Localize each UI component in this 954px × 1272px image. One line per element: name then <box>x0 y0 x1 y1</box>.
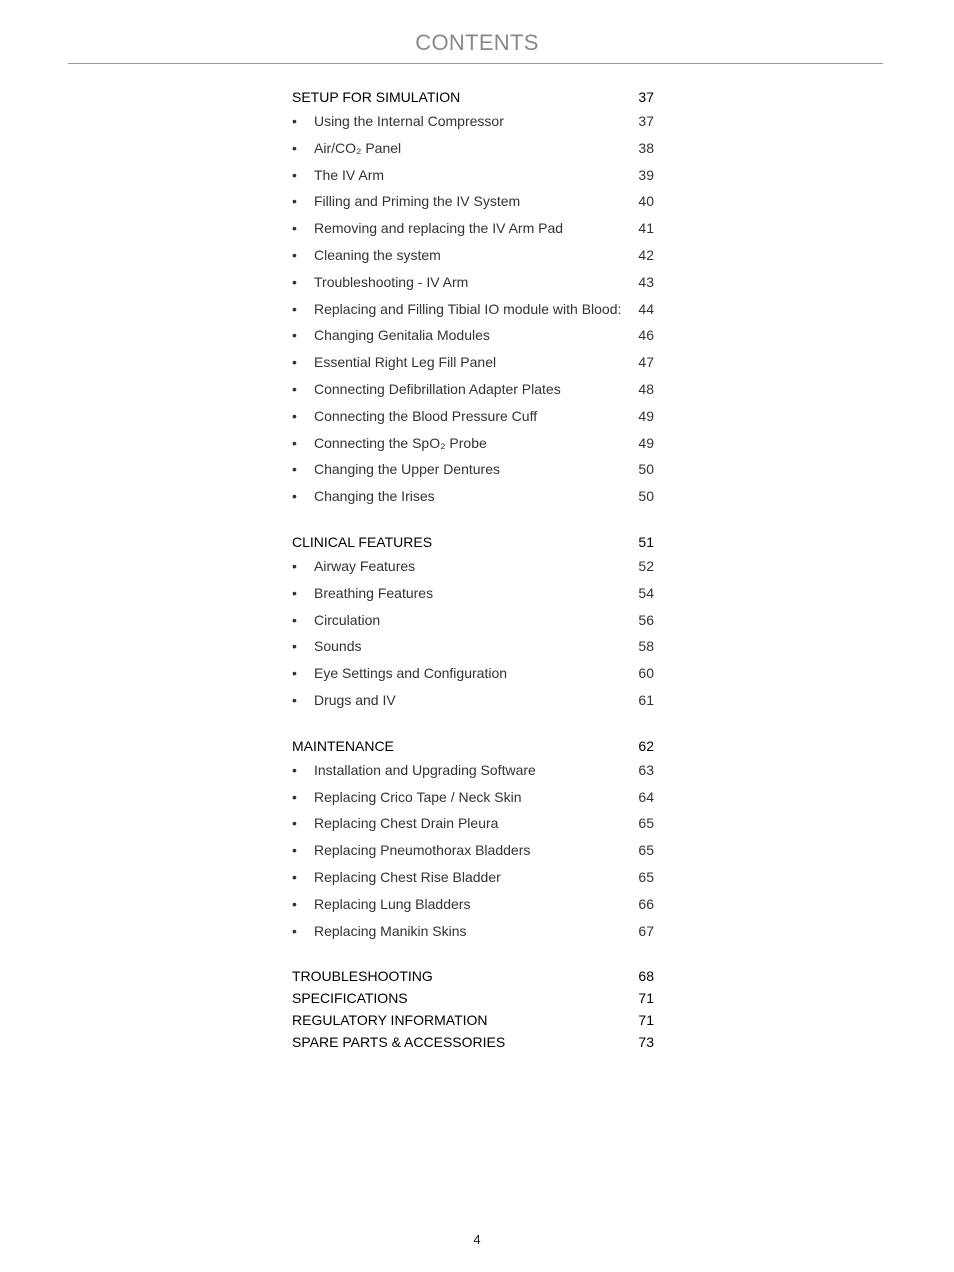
toc-item[interactable] <box>292 864 654 891</box>
toc-item-page: 50 <box>638 461 654 478</box>
bullet-icon: • <box>292 557 297 574</box>
toc-item[interactable] <box>292 269 654 296</box>
toc-item-title: Changing the Upper Dentures <box>314 461 501 478</box>
toc-item-left <box>292 633 361 660</box>
toc-item-page: 52 <box>638 557 654 574</box>
toc-item-left <box>292 242 441 269</box>
toc-heading[interactable] <box>292 1031 654 1053</box>
toc-heading-title: MAINTENANCE <box>292 737 394 754</box>
toc-item[interactable] <box>292 837 654 864</box>
toc-item-left <box>292 349 496 376</box>
toc-item[interactable] <box>292 891 654 918</box>
toc-item[interactable] <box>292 687 654 714</box>
toc-item[interactable] <box>292 757 654 784</box>
toc-heading-title: REGULATORY INFORMATION <box>292 1012 488 1029</box>
toc-heading-title: CLINICAL FEATURES <box>292 533 433 550</box>
page-number: 4 <box>473 1232 481 1247</box>
bullet-icon: • <box>292 868 297 885</box>
bullet-icon: • <box>292 139 297 156</box>
toc-item-title: Drugs and IV <box>314 691 396 708</box>
toc-item-page: 58 <box>638 638 654 655</box>
toc-item-page: 39 <box>638 166 654 183</box>
toc-item-page: 65 <box>638 842 654 859</box>
toc-heading[interactable] <box>292 1009 654 1031</box>
toc-section <box>292 531 654 714</box>
toc-item-title: Connecting Defibrillation Adapter Plates <box>314 380 561 397</box>
toc-item-left <box>292 607 380 634</box>
toc-item-title: Sounds <box>314 638 362 655</box>
toc-item-left <box>292 837 530 864</box>
toc-heading-page: 37 <box>638 89 654 105</box>
toc-item[interactable] <box>292 403 654 430</box>
toc-heading[interactable] <box>292 531 654 553</box>
bullet-icon: • <box>292 788 297 805</box>
bullet-icon: • <box>292 461 297 478</box>
toc-item-title: Troubleshooting - IV Arm <box>314 273 469 290</box>
page-title: CONTENTS <box>415 30 539 55</box>
toc-item[interactable] <box>292 810 654 837</box>
toc-item-page: 42 <box>638 246 654 263</box>
toc-item-left <box>292 322 490 349</box>
toc-item[interactable] <box>292 918 654 945</box>
toc-item[interactable] <box>292 376 654 403</box>
toc-item-page: 63 <box>638 761 654 778</box>
toc-item-page: 56 <box>638 611 654 628</box>
toc-item-title: The IV Arm <box>314 166 385 183</box>
bullet-icon: • <box>292 895 297 912</box>
toc-item[interactable] <box>292 162 654 189</box>
bullet-icon: • <box>292 488 297 505</box>
toc-item[interactable] <box>292 215 654 242</box>
toc-item-title: Airway Features <box>314 557 416 574</box>
toc-item-page: 65 <box>638 815 654 832</box>
toc-item-left <box>292 660 507 687</box>
title-divider <box>68 63 883 64</box>
toc-item-page: 49 <box>638 407 654 424</box>
toc-item-page: 67 <box>638 922 654 939</box>
toc-item-title: Changing the Irises <box>314 488 435 505</box>
toc-heading-page: 73 <box>638 1034 654 1051</box>
toc-item[interactable] <box>292 135 654 162</box>
bullet-icon: • <box>292 922 297 939</box>
toc-item-left <box>292 108 504 135</box>
toc-item-title: Circulation <box>314 611 381 628</box>
toc-item-left <box>292 430 487 457</box>
bullet-icon: • <box>292 113 297 129</box>
toc-item-page: 65 <box>638 868 654 885</box>
toc-section <box>292 86 654 510</box>
toc-item-left <box>292 162 384 189</box>
toc-item[interactable] <box>292 322 654 349</box>
toc-item-title: Essential Right Leg Fill Panel <box>314 354 497 371</box>
toc-item-left <box>292 553 415 580</box>
toc-item[interactable] <box>292 633 654 660</box>
toc-heading-page: 71 <box>638 1012 654 1029</box>
toc-item[interactable] <box>292 188 654 215</box>
toc-item-title: Replacing Lung Bladders <box>314 895 471 912</box>
bullet-icon: • <box>292 193 297 210</box>
bullet-icon: • <box>292 638 297 655</box>
toc-heading[interactable] <box>292 965 654 987</box>
toc-item[interactable] <box>292 430 654 457</box>
toc-item-left <box>292 580 433 607</box>
toc-item-title: Connecting the Blood Pressure Cuff <box>314 407 538 424</box>
toc-heading[interactable] <box>292 86 654 108</box>
toc-heading-title: SPARE PARTS & ACCESSORIES <box>292 1034 506 1051</box>
bullet-icon: • <box>292 246 297 263</box>
toc-heading-title: SETUP FOR SIMULATION <box>292 89 461 105</box>
toc-item-left <box>292 918 467 945</box>
toc-item-page: 64 <box>638 788 654 805</box>
bullet-icon: • <box>292 691 297 708</box>
toc-item[interactable] <box>292 483 654 510</box>
toc-heading[interactable] <box>292 735 654 757</box>
toc-heading-page: 68 <box>638 968 654 985</box>
bullet-icon: • <box>292 815 297 832</box>
bullet-icon: • <box>292 407 297 424</box>
toc-item-title: Replacing Chest Drain Pleura <box>314 815 499 832</box>
toc-heading-title: SPECIFICATIONS <box>292 990 408 1007</box>
toc-item-title: Installation and Upgrading Software <box>314 761 536 778</box>
toc-item-page: 41 <box>638 220 654 237</box>
toc-item-page: 66 <box>638 895 654 912</box>
toc-item[interactable] <box>292 349 654 376</box>
toc-item-left <box>292 810 498 837</box>
toc-item-title: Replacing Crico Tape / Neck Skin <box>314 788 522 805</box>
toc-heading-page: 62 <box>638 737 654 754</box>
bullet-icon: • <box>292 434 297 451</box>
toc-item-left <box>292 456 500 483</box>
toc-item-title: Replacing Manikin Skins <box>314 922 467 939</box>
toc-item-title: Cleaning the system <box>314 246 441 263</box>
toc-item-page: 60 <box>638 665 654 682</box>
toc-item-left <box>292 296 621 323</box>
toc-item-left <box>292 864 501 891</box>
toc-item-left <box>292 135 401 162</box>
toc-item-page: 50 <box>638 488 654 505</box>
toc-item[interactable] <box>292 660 654 687</box>
toc-item-left <box>292 891 470 918</box>
toc-item-page: 49 <box>638 434 654 451</box>
toc-item-title: Air/CO₂ Panel <box>314 139 402 156</box>
toc-item[interactable] <box>292 242 654 269</box>
toc-item[interactable] <box>292 607 654 634</box>
toc-item-page: 37 <box>638 113 654 129</box>
bullet-icon: • <box>292 220 297 237</box>
toc-item[interactable] <box>292 108 654 135</box>
toc-item-page: 46 <box>638 327 654 344</box>
toc-item-title: Eye Settings and Configuration <box>314 665 508 682</box>
bullet-icon: • <box>292 354 297 371</box>
toc-item-title: Replacing and Filling Tibial IO module with Blood: <box>314 300 622 317</box>
toc-item-title: Breathing Features <box>314 584 434 601</box>
toc-item-left <box>292 403 537 430</box>
toc-item-left <box>292 269 468 296</box>
bullet-icon: • <box>292 327 297 344</box>
toc-item-title: Changing Genitalia Modules <box>314 327 490 344</box>
toc-item-page: 48 <box>638 380 654 397</box>
toc-item-title: Connecting the SpO₂ Probe <box>314 434 487 451</box>
toc-section <box>292 735 654 945</box>
toc-item-left <box>292 376 561 403</box>
toc-item[interactable] <box>292 553 654 580</box>
toc-item-page: 44 <box>638 300 654 317</box>
toc-item-left <box>292 188 520 215</box>
toc-heading-page: 71 <box>638 990 654 1007</box>
toc-item-title: Replacing Chest Rise Bladder <box>314 868 501 885</box>
toc-item-title: Removing and replacing the IV Arm Pad <box>314 220 564 237</box>
bullet-icon: • <box>292 300 297 317</box>
toc-heading-page: 51 <box>638 533 654 550</box>
table-of-contents <box>292 86 654 1053</box>
toc-item-left <box>292 757 536 784</box>
toc-item-title: Replacing Pneumothorax Bladders <box>314 842 531 859</box>
toc-item-page: 61 <box>638 691 654 708</box>
toc-item[interactable] <box>292 784 654 811</box>
toc-item-left <box>292 784 522 811</box>
bullet-icon: • <box>292 584 297 601</box>
toc-item-title: Filling and Priming the IV System <box>314 193 521 210</box>
bullet-icon: • <box>292 611 297 628</box>
bullet-icon: • <box>292 761 297 778</box>
toc-item-page: 38 <box>638 139 654 156</box>
toc-item[interactable] <box>292 296 654 323</box>
toc-item-left <box>292 483 435 510</box>
toc-heading[interactable] <box>292 987 654 1009</box>
toc-item-page: 54 <box>638 584 654 601</box>
toc-item-page: 43 <box>638 273 654 290</box>
toc-standalone-headings <box>292 965 654 1053</box>
bullet-icon: • <box>292 665 297 682</box>
toc-item-page: 40 <box>638 193 654 210</box>
toc-heading-title: TROUBLESHOOTING <box>292 968 433 985</box>
bullet-icon: • <box>292 380 297 397</box>
toc-item-left <box>292 687 396 714</box>
toc-item[interactable] <box>292 580 654 607</box>
toc-item-title: Using the Internal Compressor <box>314 113 504 129</box>
toc-item[interactable] <box>292 456 654 483</box>
bullet-icon: • <box>292 842 297 859</box>
bullet-icon: • <box>292 273 297 290</box>
bullet-icon: • <box>292 166 297 183</box>
toc-item-left <box>292 215 563 242</box>
toc-item-page: 47 <box>638 354 654 371</box>
